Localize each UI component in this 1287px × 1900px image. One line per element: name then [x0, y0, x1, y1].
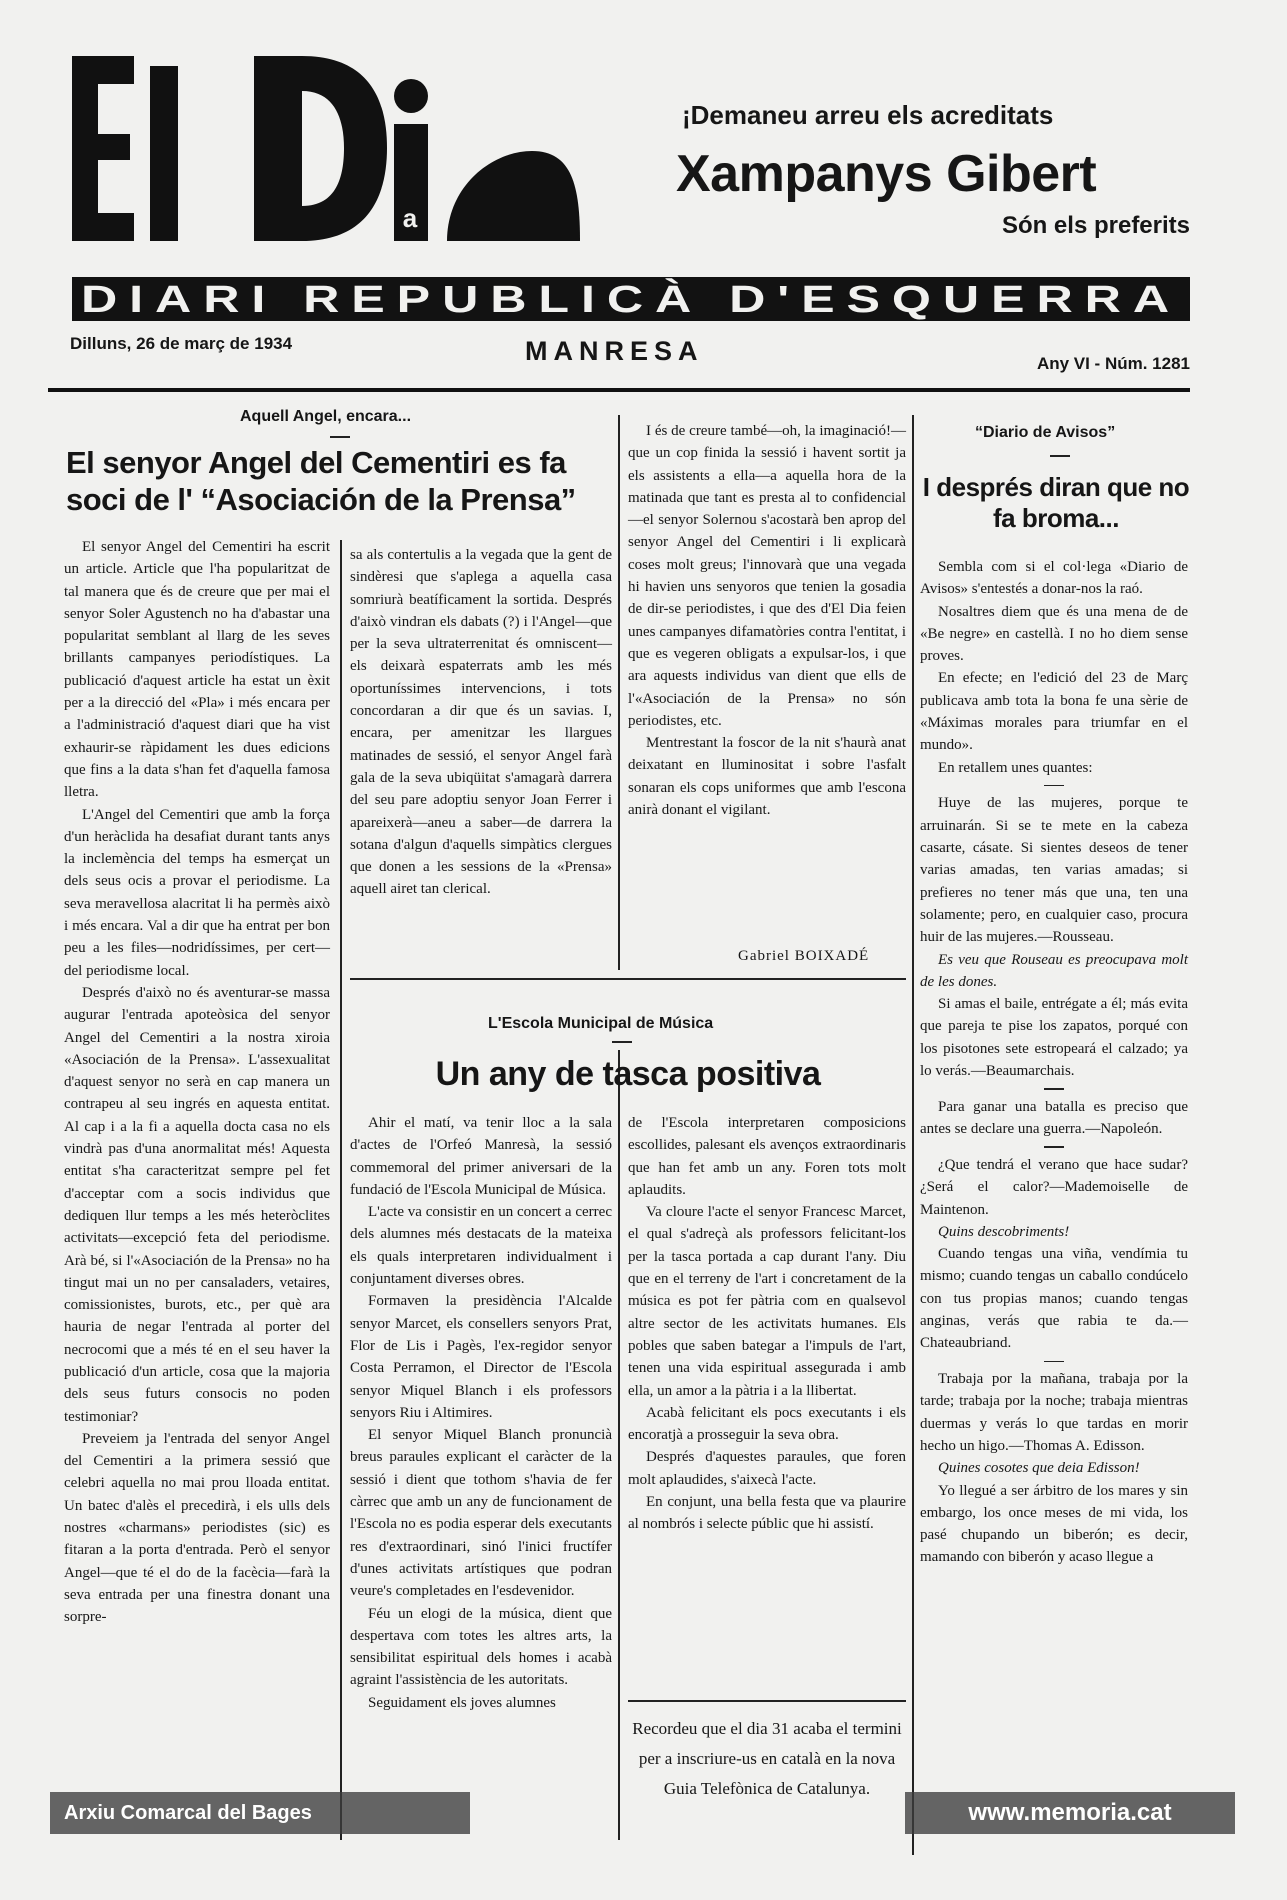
quote: Huye de las mujeres, porque te arruinarán. Si se te mete en la cabeza casarte, cásate. Si sientes deseos de tener varias amadas, ten varias amadas; si prefieres no tener más que una, ten una solamente; pero, en cualquier caso, procura huir de las mujeres.—Rousseau.: [920, 795, 1188, 946]
comment: Es veu que Rouseau es preocupava molt de les dones.: [920, 951, 1188, 990]
paragraph: I és de creure també—oh, la imaginació!—que un cop finida la sessió i havent sortit ja els assistents a ella—a aquella hora de la matinada que tant es presta al to confidencial—el senyor Solernou s'acostarà ben aprop del senyor Angel del Cementiri i li explicarà coses molt greus; l'innovarà que una vegada hi havien uns senyoros que tenien la gosadia de dir-se periodistes, i que des d'El Dia feien unes campanyes difamatòries contra l'entitat, i que es vegeren obligats a expulsar-los, i que ara aquests individus van dient que ells de l'«Asociación de la Prensa» no són periodistes, etc.: [628, 423, 906, 729]
article1-column-3: [628, 420, 906, 821]
paragraph: Mentrestant la foscor de la nit s'haurà anat deixatant en lluminositat i sobre l'asfalt sonaran els cops uniformes que amb l'escona anirà donant el vigilant.: [628, 735, 906, 819]
paragraph: Féu un elogi de la música, dient que despertava com totes les altres arts, la sensibilitat espiritual dels homes i acabà agraint l'assistència de les autoritats.: [350, 1605, 612, 1689]
paragraph: Després d'això no és aventurar-se massa augurar l'entrada apoteòsica del senyor Angel del Cementiri a la nostra xiroia «Asociación de la Prensa». L'assexualitat d'aquest senyor no serà en cap manera un contrapeu al seu ingrés en aquesta entitat. Al cap i a la fi a aquella docta casa no els vindrà pas d'una anormalitat més! Aquesta entitat s'ha caracteritzat sempre pel fet d'acceptar com a socis individus que dediquen llur temps a les més heteròclites activitats—excepció feta del periodisme. Arà bé, si l'«Asociación de la Prensa» no ha tingut mai un no per cansaladers, vetaires, comissionistes, burots, etc., per què ara hauria de negar l'entrada al porter del necrocomi que a més té en el seu haver la publicació d'un article, cosa que la majoria dels seus futurs consocis no poden testimoniar?: [64, 984, 330, 1425]
separator-dash: [612, 1041, 632, 1043]
article1-kicker: Aquell Angel, encara...: [240, 408, 412, 425]
separator-dash: [330, 436, 350, 438]
paragraph: Nosaltres diem que és una mena de de «Be negre» en castellà. I no ho diem sense proves.: [920, 603, 1188, 665]
el-dia-logo: [72, 56, 580, 246]
paragraph: Formaven la presidència l'Alcalde senyor Marcet, els consellers senyors Prat, Flor de Lis i Pagès, l'ex-regidor senyor Costa Perramon, el Director de l'Escola senyor Miquel Blanch i els professors senyors Riu i Altimires.: [350, 1293, 612, 1421]
issue-number: Any VI - Núm. 1281: [1036, 354, 1190, 373]
quote: Para ganar una batalla es preciso que antes se declare una guerra.—Napoleón.: [920, 1098, 1188, 1138]
paragraph: En retallem unes quantes:: [938, 759, 1093, 776]
paragraph: sa als contertulis a la vegada que la gent de sindèresi que s'aplega a aquella casa somriurà beatíficament la sortida. Després d'això vindran els dabats (?) i l'Angel—que per la seva ultraterrenitat és omniscent—els deixarà espaterrats amb les més oportuníssimes intervencions, i tots concordaran a dir que és un savias. I, encara, per amenitzar les llargues matinades de sessió, el senyor Angel farà gala de la seva ubiqüitat s'amagarà darrera del seu pare adoptiu senyor Joan Ferrer i apareixerà—aneu a saber—de darrera la sotana d'algun d'aquells simpàtics clergues que donen a les sessions de la «Prensa» aquell airet tan clerical.: [350, 547, 612, 898]
article2-kicker: L'Escola Municipal de Música: [488, 1015, 714, 1032]
paragraph: L'Angel del Cementiri que amb la força d'un heràclida ha desafiat durant tants anys la inclemència del temps ha esmerçat un dels seus ocis a provar el periodisme. La seva meravellosa alacritat li ha permès això i més encara. Val a dir que ha entrat per bon peu a les files—nodridíssimes, per cert—del periodisme local.: [64, 806, 330, 979]
paragraph: L'acte va consistir en un concert a cerrec dels alumnes més destacats de la mateixa els quals interpretaren individualment i conjuntament diverses obres.: [350, 1204, 612, 1288]
column-rule: [618, 1050, 620, 1840]
quote: Yo llegué a ser árbitro de los mares y sin embargo, los once meses de mi vida, los pasé chupando un biberón; es decir, mamando con biberón y acaso llegue a: [920, 1482, 1188, 1566]
paragraph: Va cloure l'acte el senyor Francesc Marcet, el qual s'adreçà als professors felicitant-los per la tasca portada a cap durant l'any. Diu que en el terreny de l'art i concretament de la música es pot fer pàtria com en qualsevol altre sector de les activitats humanes. Els pobles que saben bategar a l'impuls de l'art, tenen una vida espiritual assegurada i amb ella, un amor a la pàtria i a la llibertat.: [628, 1204, 906, 1399]
article3-kicker: “Diario de Avisos”: [975, 424, 1116, 441]
paragraph: Seguidament els joves alumnes: [368, 1694, 556, 1711]
separator-dash: [1044, 785, 1064, 787]
advert-line1: ¡Demaneu arreu els acreditats: [682, 100, 1054, 130]
archive-watermark: Arxiu Comarcal del Bages: [50, 1792, 470, 1834]
website-watermark: www.memoria.cat: [905, 1792, 1235, 1834]
article1-column-2: [350, 544, 612, 901]
issue-date: Dilluns, 26 de març de 1934: [70, 334, 293, 353]
quote: Trabaja por la mañana, trabaja por la tarde; trabaja por la noche; trabaja mientras duermas y verás lo que tardas en morir hecho un higo.—Thomas A. Edisson.: [920, 1371, 1188, 1454]
paragraph: Ahir el matí, va tenir lloc a la sala d'actes de l'Orfeó Manresà, la sessió commemoral del primer aniversari de la fundació de l'Escola Municipal de Música.: [350, 1115, 612, 1198]
separator-dash: [1044, 1146, 1064, 1148]
paragraph: Acabà felicitant els pocs executants i els encoratjà a prosseguir la seva obra.: [628, 1404, 906, 1444]
article1-headline: El senyor Angel del Cementiri es fa soci de l' “Asociación de la Prensa”: [66, 445, 576, 518]
advert-brand: Xampanys Gibert: [676, 145, 1097, 203]
paragraph: Sembla com si el col·lega «Diario de Avisos» s'entestés a donar-nos la raó.: [920, 559, 1188, 598]
paragraph: Preveiem ja l'entrada del senyor Angel del Cementiri a la primera sessió que celebri aquella no mai prou lloada entitat. Un batec d'alès el precedirà, i els ulls dels nostres «charmans» periodistes (sic) es fitaran a la porta d'entrada. Però el senyor Angel—que té el do de la facècia—farà la seva entrada per una finestra donant una sorpre-: [64, 1430, 330, 1626]
column-rule: [618, 415, 620, 970]
notice-box: Recordeu que el dia 31 acaba el termini per a inscriure-us en català en la nova Guia Telefònica de Catalunya.: [632, 1719, 902, 1798]
quote: Cuando tengas una viña, vendímia tu mismo; cuando tengas un caballo condúcelo con tus propias manos; cuando tengas anginas, verás que rabia te da.—Chateaubriand.: [920, 1246, 1188, 1352]
column-rule: [340, 540, 342, 1840]
svg-text:a: a: [402, 203, 418, 233]
paragraph: Després d'aquestes paraules, que foren molt aplaudides, s'aixecà l'acte.: [628, 1449, 906, 1488]
paragraph: El senyor Miquel Blanch pronuncià breus paraules explicant el caràcter de la sessió i dient que tothom s'havia de fer càrrec que amb un any de funcionament de l'Escola no es podia esperar dels executants res d'extraordinari, sinó l'inici fructífer d'unes activitats artístiques que podran veure's completades en l'esdevenidor.: [350, 1427, 612, 1600]
column-rule: [912, 415, 914, 1855]
city-name: MANRESA: [525, 336, 704, 366]
paragraph: El senyor Angel del Cementiri ha escrit un article. Article que l'ha popularitzat de tal manera que és de creure que per mai el senyor Soler Agustench no ha d'abastar una popularitat semblant al llarg de les seves brillants campanyes periodístiques. La publicació d'aquest article ha estat un èxit per a la direcció del «Pla» i més encara per a l'administració d'aquest diari que ha vist exhaurir-se ràpidament les dues edicions que fins a la data s'han fet d'aquella famosa lletra.: [64, 539, 330, 801]
paragraph: En conjunt, una bella festa que va plaurire al nombrós i selecte públic que hi assistí.: [628, 1494, 906, 1533]
separator-dash: [1044, 1361, 1064, 1363]
section-rule: [628, 1700, 906, 1702]
comment: Quins descobriments!: [938, 1223, 1070, 1240]
article3-column: [920, 556, 1188, 1569]
tagline-band: [72, 275, 1190, 323]
article1-signature: Gabriel BOIXADÉ: [738, 948, 870, 964]
separator-dash: [1050, 455, 1070, 457]
paragraph: de l'Escola interpretaren composicions escollides, palesant els avenços extraordinaris que han fet amb un any. Foren tots molt aplaudits.: [628, 1115, 906, 1198]
separator-dash: [1044, 1088, 1064, 1090]
article3-headline: I després diran que no fa broma...: [922, 472, 1190, 534]
article1-column-1: [64, 536, 330, 1629]
quote: ¿Que tendrá el verano que hace sudar? ¿Será el calor?—Mademoiselle de Maintenon.: [920, 1156, 1188, 1218]
article2-column-2: [628, 1112, 906, 1536]
article2-headline: Un any de tasca positiva: [435, 1055, 821, 1093]
comment: Quines cosotes que deia Edisson!: [938, 1460, 1140, 1477]
quote: Si amas el baile, entrégate a él; más evita que pareja te pise los zapatos, porqué con los pisotones sete estropeará el calzado; ya lo verás.—Beaumarchais.: [920, 996, 1188, 1080]
advert-line3: Són els preferits: [1001, 212, 1190, 239]
article2-column-1: [350, 1112, 612, 1714]
section-rule: [350, 978, 906, 980]
tagline-text: DIARI REPUBLICÀ D'ESQUERRA: [81, 279, 914, 321]
paragraph: En efecte; en l'edició del 23 de Març publicava amb tota la bona fe una sèrie de «Máximas morales para triumfar en el mundo».: [920, 670, 1188, 754]
masthead-rule: [48, 388, 1190, 392]
